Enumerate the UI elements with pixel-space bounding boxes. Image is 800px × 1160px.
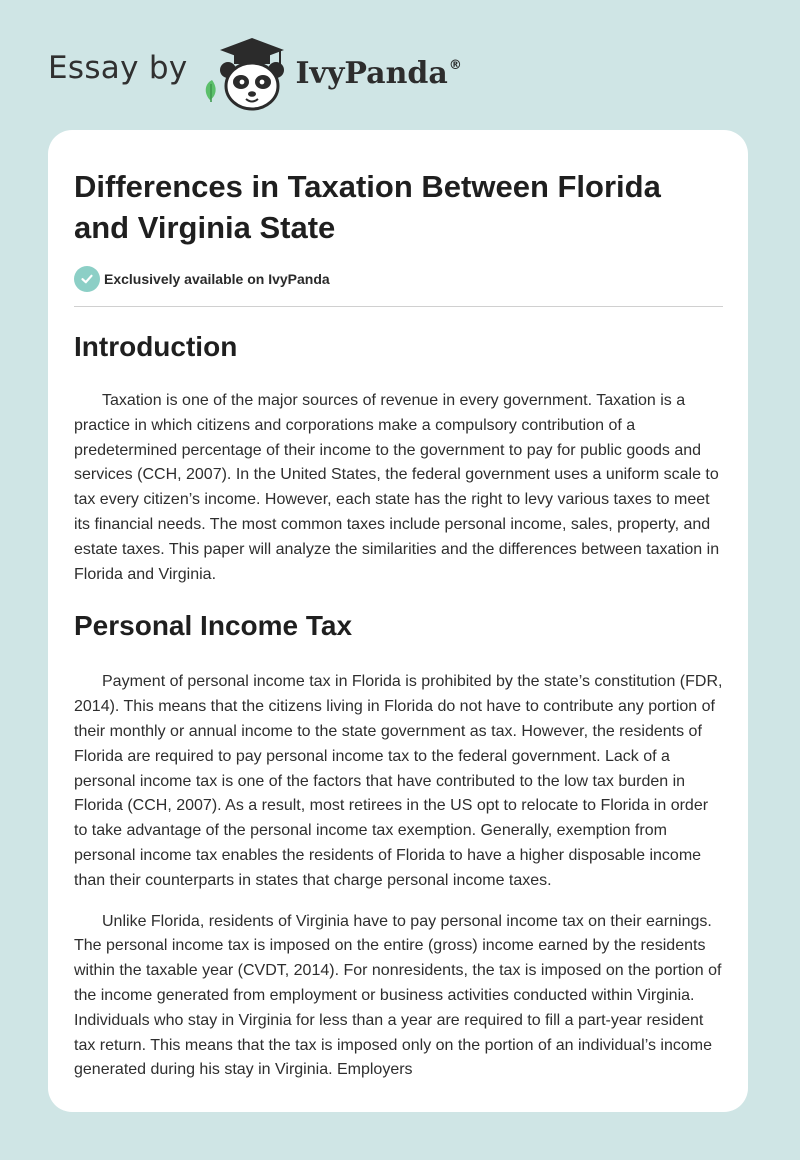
brand-prefix: Essay by xyxy=(48,50,188,86)
check-icon xyxy=(74,266,100,292)
paragraph-virginia-income-tax: Unlike Florida, residents of Virginia have to pay personal income tax on their earnings. The personal income tax is imposed on the entire (gross) income earned by the residents within the taxable year (CVDT, 2014). For nonresidents, the tax is imposed on the portion of the income generated from employment or business activities conducted within Virginia. Individuals who stay in Virginia for less than a year are required to fill a part-year resident tax return. This means that the tax is imposed only on the portion of an individual’s income generated during his stay in Virginia. Employers xyxy=(74,912,722,1079)
section-heading-personal-income-tax: Personal Income Tax xyxy=(74,610,353,642)
section-heading-introduction: Introduction xyxy=(74,331,238,362)
paragraph-introduction: Taxation is one of the major sources of revenue in every government. Taxation is a practice in which citizens and corporations make a compulsory contribution of a predetermined percentage of their income to the government to pay for public goods and services (CCH, 2007). In the United States, the federal government uses a uniform scale to tax every citizen’s income. However, each state has the right to levy various taxes to meet its financial needs. The most common taxes include personal income, sales, property, and estate taxes. This paper will analyze the similarities and the differences between taxation in Florida and Virginia. xyxy=(74,392,720,583)
article-title: Differences in Taxation Between Florida and Virginia State xyxy=(74,169,661,245)
divider xyxy=(74,306,723,307)
badge-text: Exclusively available on IvyPanda xyxy=(104,271,330,287)
registered-mark: ® xyxy=(448,57,462,73)
exclusive-badge xyxy=(74,265,723,293)
article-content xyxy=(74,166,723,1083)
paragraph-florida-income-tax: Payment of personal income tax in Florida is prohibited by the state’s constitution (FDR, 2014). This means that the citizens living in Florida do not have to contribute any portion of their monthly or annual income to the state government as tax. However, the residents of Florida are required to pay personal income tax to the federal government. Lack of a personal income tax is one of the factors that have contributed to the low tax burden in Florida (CCH, 2007). As a result, most retirees in the US opt to relocate to Florida in order to take advantage of the personal income tax exemption. Generally, exemption from personal income tax enables the residents of Florida to have a higher disposable income than their counterparts in states that charge personal income taxes. xyxy=(74,673,723,889)
article-card xyxy=(48,130,748,1112)
brand-name[interactable]: IvyPanda® xyxy=(295,55,462,91)
site-header xyxy=(48,36,462,112)
panda-logo-icon[interactable] xyxy=(200,36,292,112)
